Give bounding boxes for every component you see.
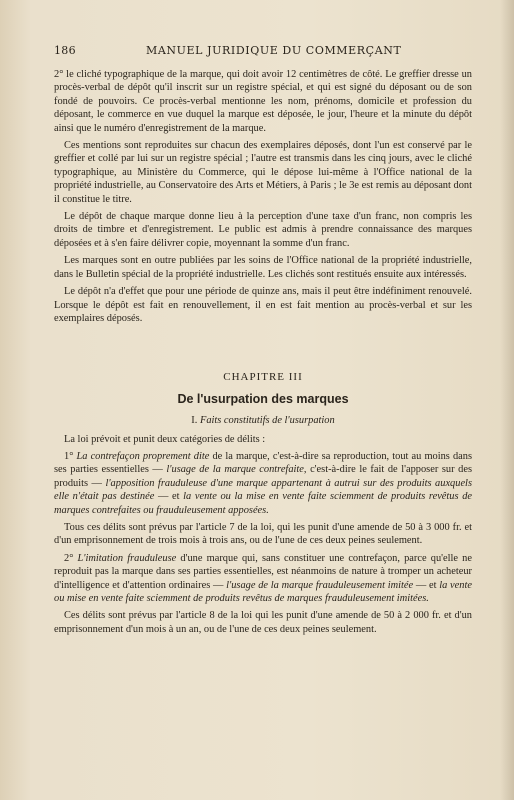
paragraph-contrefacon — [54, 450, 472, 517]
paragraph: Le dépôt n'a d'effet que pour une période de quinze ans, mais il peut être indéfiniment renouvelé. Lorsque le dépôt est fait en renouvellement, il en est fait mention au procès-verbal et sur les exemplaires déposés. — [54, 286, 472, 324]
paragraph: Ces mentions sont reproduites sur chacun des exemplaires déposés, dont l'un est conservé par le greffier et collé par lui sur un registre spécial ; l'autre est transmis dans les cinq jours, avec le cliché typographique, au Ministère du Commerce, qui le dépose lui-même à l'Office national de la propriété industrielle, au Conservatoire des Arts et Métiers, à Paris ; le 3e est remis au déposant dont il constitue le titre. — [54, 140, 472, 205]
section-title: Faits constitutifs de l'usurpation — [199, 415, 335, 427]
item-number: 2° — [64, 552, 74, 564]
italic-term: la vente ou mise en vente faite sciemment de produits revêtus de marques frauduleusement imitées. — [54, 579, 472, 604]
text-run: d'une marque qui, sans constituer une contrefaçon, parce qu'elle ne reproduit pas la marque dans ses parties essentielles, est néanmoins de nature à tromper un acheteur d'intelligence et d'attention ordinaires — — [54, 552, 472, 591]
paragraph: 2° le cliché typographique de la marque, qui doit avoir 12 centimètres de côté. Le greffier dresse un procès-verbal de dépôt qu'il inscrit sur un registre spécial, et qui est signé du déposant ou de son fondé de pouvoirs. Ce procès-verbal mentionne les nom, prénoms, domicile et profession du déposant, le commerce en vue duquel la marque est déposée, le jour, l'heure et la minute du dépôt ainsi que le numéro d'enregistrement de la marque. — [54, 69, 472, 134]
running-title: MANUEL JURIDIQUE DU COMMERÇANT — [146, 44, 402, 57]
section-number: I. — [191, 415, 198, 427]
paragraph: La loi prévoit et punit deux catégories de délits : — [64, 433, 266, 445]
page-number: 186 — [54, 44, 76, 57]
italic-term: la vente ou la mise en vente faite sciemment de produits revêtus de marques contrefaites ou frauduleusement apposées. — [54, 491, 472, 516]
text-run: de la marque, c'est-à-dire sa reproduction, tout au moins dans ses parties essentielles — — [54, 450, 473, 476]
italic-term: l'usage de la marque contrefaite — [166, 464, 304, 476]
chapter-label: CHAPITRE III — [223, 371, 303, 384]
text-run: , c'est-à-dire le fait de l'apposer sur des produits — — [54, 464, 472, 489]
paragraph: Le dépôt de chaque marque donne lieu à la perception d'une taxe d'un franc, non compris les droits de timbre et d'enregistrement. Le public est admis à prendre connaissance des marques déposées et à s'en faire délivrer copie, moyennant la somme d'un franc. — [54, 211, 472, 249]
italic-term: L'imitation frauduleuse — [77, 552, 177, 564]
text-run: — et — [154, 491, 184, 503]
page-body — [54, 68, 472, 640]
italic-term: l'apposition frauduleuse d'une marque appartenant à autrui sur des produits auxquels elle n'était pas destinée — [54, 477, 472, 503]
item-number: 1° — [64, 450, 74, 462]
paragraph: Les marques sont en outre publiées par les soins de l'Office national de la propriété industrielle, dans le Bulletin spécial de la propriété industrielle. Les clichés sont restitués ensuite aux intéressés. — [54, 255, 472, 280]
paragraph: Tous ces délits sont prévus par l'article 7 de la loi, qui les punit d'une amende de 50 à 3 000 fr. et d'un emprisonnement de trois mois à trois ans, ou de l'une de ces deux peines seulement. — [54, 521, 472, 547]
italic-term: l'usage de la marque frauduleusement imitée — [226, 579, 414, 591]
paragraph: Ces délits sont prévus par l'article 8 de la loi qui les punit d'une amende de 50 à 2 000 fr. et d'un emprisonnement d'un mois à un an, ou de l'une de ces deux peines seulement. — [54, 610, 472, 635]
paragraph-imitation — [54, 552, 472, 606]
text-run: — et — [413, 579, 440, 591]
italic-term: La contrefaçon proprement dite — [76, 450, 210, 462]
section-heading — [54, 414, 472, 427]
chapter-title: De l'usurpation des marques — [177, 391, 349, 406]
